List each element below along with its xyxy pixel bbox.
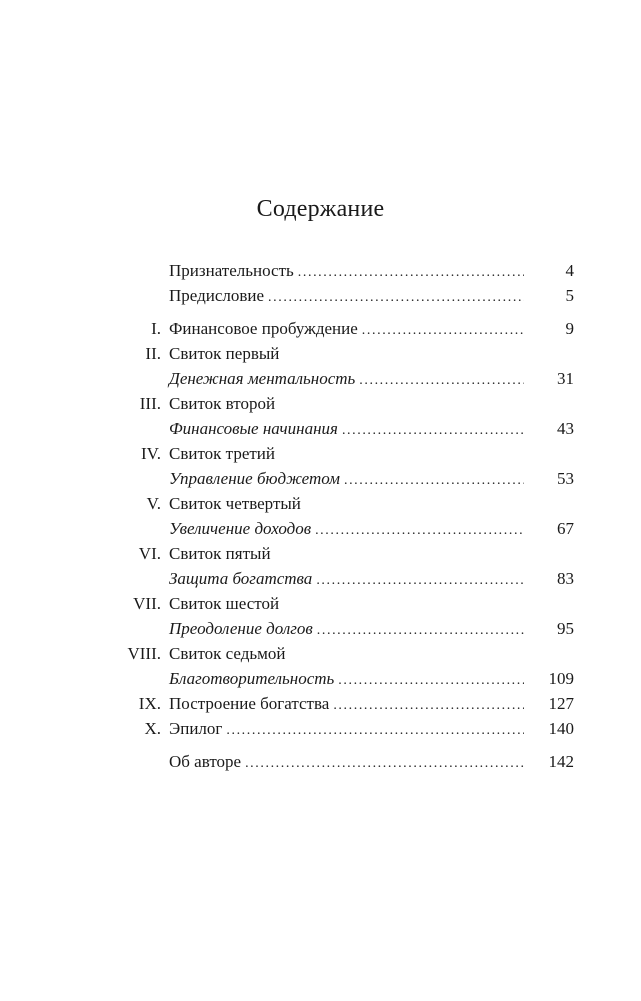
dot-leader-wrap bbox=[344, 466, 574, 493]
chapter-subtitle: Управление бюджетом bbox=[169, 469, 340, 488]
chapter-subtitle: Преодоление долгов bbox=[169, 619, 313, 638]
page-number: 43 bbox=[557, 419, 574, 438]
dot-leader-wrap bbox=[268, 283, 574, 310]
chapter-numeral: X. bbox=[144, 719, 161, 738]
chapter-title: Свиток второй bbox=[169, 394, 276, 413]
entry-title-cell bbox=[169, 441, 574, 466]
chapter-numeral: VII. bbox=[133, 594, 161, 613]
page-number: 4 bbox=[565, 261, 574, 280]
entry-title-cell bbox=[169, 641, 574, 666]
entry-title-cell bbox=[169, 366, 574, 393]
dot-leader bbox=[245, 751, 524, 776]
entry-title-cell bbox=[169, 391, 574, 416]
entry-title-cell bbox=[169, 666, 574, 693]
page-number: 140 bbox=[548, 719, 574, 738]
chapter-subtitle: Денежная ментальность bbox=[169, 369, 356, 388]
page-number: 53 bbox=[557, 469, 574, 488]
toc-entry bbox=[60, 283, 574, 308]
page-number: 9 bbox=[565, 319, 574, 338]
dot-leader-wrap bbox=[226, 716, 574, 743]
toc-entry bbox=[60, 591, 574, 616]
entry-title-cell bbox=[169, 541, 574, 566]
dot-leader bbox=[338, 668, 524, 693]
toc-entry bbox=[60, 366, 574, 391]
toc-entry bbox=[60, 691, 574, 716]
toc-entry bbox=[60, 641, 574, 666]
chapter-numeral: I. bbox=[151, 319, 161, 338]
entry-title-cell bbox=[169, 616, 574, 643]
chapter-title: Свиток седьмой bbox=[169, 644, 286, 663]
dot-leader bbox=[344, 468, 524, 493]
chapter-title: Предисловие bbox=[169, 286, 265, 305]
chapter-subtitle: Финансовые начинания bbox=[169, 419, 338, 438]
toc-entry bbox=[60, 566, 574, 591]
chapter-numeral: II. bbox=[145, 344, 161, 363]
chapter-title: Финансовое пробуждение bbox=[169, 319, 358, 338]
chapter-title: Об авторе bbox=[169, 752, 242, 771]
dot-leader-wrap bbox=[359, 366, 574, 393]
chapter-subtitle: Защита богатства bbox=[169, 569, 313, 588]
page-title: Содержание bbox=[256, 196, 385, 222]
toc-entry bbox=[60, 616, 574, 641]
dot-leader bbox=[316, 568, 524, 593]
page-number: 127 bbox=[548, 694, 574, 713]
entry-title-cell bbox=[169, 341, 574, 366]
entry-title-cell bbox=[169, 516, 574, 543]
page-number: 95 bbox=[557, 619, 574, 638]
toc-entry bbox=[60, 516, 574, 541]
chapter-subtitle: Благотворительность bbox=[169, 669, 335, 688]
entry-title-cell bbox=[169, 691, 574, 718]
entry-title-cell bbox=[169, 491, 574, 516]
toc-entry bbox=[60, 749, 574, 774]
dot-leader-wrap bbox=[362, 316, 574, 343]
entry-title-cell bbox=[169, 716, 574, 743]
entry-title-cell bbox=[169, 466, 574, 493]
page-number: 142 bbox=[548, 752, 574, 771]
chapter-title: Свиток шестой bbox=[169, 594, 280, 613]
page-number: 109 bbox=[548, 669, 574, 688]
toc-entry bbox=[60, 316, 574, 341]
dot-leader-wrap bbox=[317, 616, 574, 643]
page-number: 31 bbox=[557, 369, 574, 388]
toc-entry bbox=[60, 258, 574, 283]
toc-entry bbox=[60, 466, 574, 491]
dot-leader-wrap bbox=[333, 691, 574, 718]
toc-entry bbox=[60, 666, 574, 691]
table-of-contents bbox=[60, 258, 574, 774]
entry-title-cell bbox=[169, 283, 574, 310]
chapter-title: Эпилог bbox=[169, 719, 223, 738]
page-number: 67 bbox=[557, 519, 574, 538]
dot-leader bbox=[333, 693, 524, 718]
dot-leader-wrap bbox=[316, 566, 574, 593]
chapter-numeral: V. bbox=[146, 494, 161, 513]
toc-entry bbox=[60, 441, 574, 466]
dot-leader bbox=[268, 285, 524, 310]
dot-leader-wrap bbox=[245, 749, 574, 776]
dot-leader-wrap bbox=[298, 258, 574, 285]
dot-leader bbox=[315, 518, 524, 543]
page-number: 83 bbox=[557, 569, 574, 588]
entry-title-cell bbox=[169, 591, 574, 616]
entry-title-cell bbox=[169, 416, 574, 443]
dot-leader-wrap bbox=[315, 516, 574, 543]
dot-leader-wrap bbox=[342, 416, 574, 443]
entry-title-cell bbox=[169, 566, 574, 593]
toc-entry bbox=[60, 716, 574, 741]
dot-leader bbox=[359, 368, 524, 393]
toc-entry bbox=[60, 341, 574, 366]
chapter-title: Свиток пятый bbox=[169, 544, 271, 563]
dot-leader bbox=[298, 260, 524, 285]
dot-leader-wrap bbox=[338, 666, 574, 693]
entry-title-cell bbox=[169, 258, 574, 285]
chapter-numeral: III. bbox=[139, 394, 161, 413]
chapter-subtitle: Увеличение доходов bbox=[169, 519, 312, 538]
dot-leader bbox=[362, 318, 524, 343]
chapter-title: Признательность bbox=[169, 261, 294, 280]
dot-leader bbox=[317, 618, 524, 643]
toc-entry bbox=[60, 491, 574, 516]
dot-leader bbox=[342, 418, 524, 443]
chapter-numeral: VI. bbox=[138, 544, 161, 563]
entry-title-cell bbox=[169, 749, 574, 776]
chapter-numeral: IX. bbox=[138, 694, 161, 713]
toc-entry bbox=[60, 391, 574, 416]
chapter-numeral: VIII. bbox=[127, 644, 161, 663]
entry-title-cell bbox=[169, 316, 574, 343]
chapter-title: Построение богатства bbox=[169, 694, 330, 713]
toc-entry bbox=[60, 416, 574, 441]
chapter-title: Свиток четвертый bbox=[169, 494, 301, 513]
page-number: 5 bbox=[565, 286, 574, 305]
chapter-title: Свиток третий bbox=[169, 444, 275, 463]
toc-entry bbox=[60, 541, 574, 566]
dot-leader bbox=[226, 718, 524, 743]
chapter-numeral: IV. bbox=[141, 444, 161, 463]
chapter-title: Свиток первый bbox=[169, 344, 280, 363]
